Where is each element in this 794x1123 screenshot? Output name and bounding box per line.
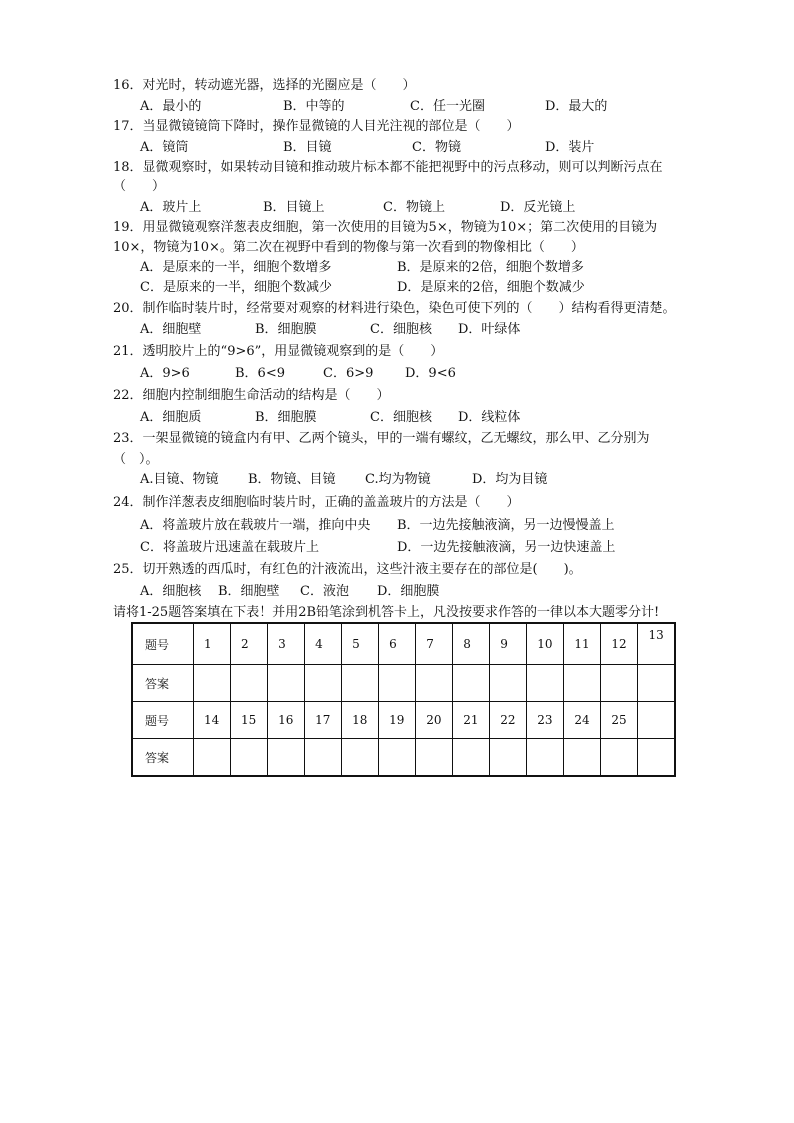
answer-cell[interactable]	[379, 739, 416, 777]
question-number-cell: 23	[527, 702, 564, 739]
answer-cell[interactable]	[305, 739, 342, 777]
answer-cell[interactable]	[416, 665, 453, 702]
answer-cell[interactable]	[194, 739, 231, 777]
option-c: C．任一光圈	[410, 99, 485, 114]
answer-label: 答案	[132, 739, 194, 777]
option-a: A．镜筒	[140, 140, 189, 155]
question-21-stem: 21．透明胶片上的“9>6”，用显微镜观察到的是（ ）	[113, 344, 444, 359]
answer-cell[interactable]	[342, 739, 379, 777]
question-23-stem: 23．一架显微镜的镜盒内有甲、乙两个镜头，甲的一端有螺纹，乙无螺纹，那么甲、乙分别为	[113, 431, 650, 446]
option-c: C．是原来的一半，细胞个数减少	[140, 280, 332, 295]
question-number-cell: 2	[231, 623, 268, 665]
question-number-cell: 14	[194, 702, 231, 739]
question-18-stem: 18．显微观察时，如果转动目镜和推动玻片标本都不能把视野中的污点移动，则可以判断污点在	[113, 160, 663, 175]
option-d: D．最大的	[545, 99, 608, 114]
option-b: B．6<9	[235, 366, 285, 381]
option-c: C．物镜上	[383, 200, 445, 215]
question-24-stem: 24．制作洋葱表皮细胞临时装片时，正确的盖盖玻片的方法是（ ）	[113, 495, 520, 510]
question-20-options	[140, 321, 700, 339]
question-23-stem-cont: （ ）。	[113, 452, 159, 467]
option-d: D．装片	[545, 140, 595, 155]
question-number-cell	[638, 702, 675, 739]
option-c: C.均为物镜	[365, 472, 431, 487]
option-b: B．一边先接触液滴，另一边慢慢盖上	[397, 518, 615, 533]
table-row	[132, 739, 675, 777]
answer-cell[interactable]	[453, 665, 490, 702]
option-b: B．细胞壁	[218, 584, 280, 599]
option-d: D．是原来的2倍，细胞个数减少	[397, 280, 585, 295]
question-number-cell: 4	[305, 623, 342, 665]
option-a: A．将盖玻片放在载玻片一端，推向中央	[140, 518, 371, 533]
answer-cell[interactable]	[601, 665, 638, 702]
question-21-options	[140, 365, 700, 383]
answer-cell[interactable]	[231, 665, 268, 702]
answer-cell[interactable]	[379, 665, 416, 702]
option-a: A．玻片上	[140, 200, 202, 215]
question-number-cell: 25	[601, 702, 638, 739]
option-a: A．9>6	[140, 366, 190, 381]
question-number-cell: 20	[416, 702, 453, 739]
option-a: A．细胞质	[140, 410, 202, 425]
option-c: C．6>9	[323, 366, 374, 381]
answer-cell[interactable]	[601, 739, 638, 777]
question-number-cell: 12	[601, 623, 638, 665]
answer-cell[interactable]	[638, 665, 675, 702]
option-d: D．一边先接触液滴，另一边快速盖上	[397, 540, 616, 555]
option-b: B．细胞膜	[255, 410, 317, 425]
question-22-stem: 22．细胞内控制细胞生命活动的结构是（ ）	[113, 388, 390, 403]
option-d: D．线粒体	[458, 410, 521, 425]
answer-cell[interactable]	[416, 739, 453, 777]
option-b: B．是原来的2倍，细胞个数增多	[397, 260, 584, 275]
answer-cell[interactable]	[564, 739, 601, 777]
question-number-cell: 10	[527, 623, 564, 665]
question-number-cell: 7	[416, 623, 453, 665]
answer-cell[interactable]	[527, 739, 564, 777]
question-24-options-row2	[140, 539, 700, 557]
option-d: D．叶绿体	[458, 322, 521, 337]
option-c: C．细胞核	[370, 410, 432, 425]
option-d: D．细胞膜	[377, 584, 440, 599]
question-number-cell: 22	[490, 702, 527, 739]
option-a: A．是原来的一半，细胞个数增多	[140, 260, 332, 275]
answer-cell[interactable]	[231, 739, 268, 777]
answer-cell[interactable]	[194, 665, 231, 702]
question-number-cell: 19	[379, 702, 416, 739]
answer-cell[interactable]	[638, 739, 675, 777]
question-number-cell: 3	[268, 623, 305, 665]
answer-cell[interactable]	[527, 665, 564, 702]
question-25-stem: 25．切开熟透的西瓜时，有红色的汁液流出，这些汁液主要存在的部位是( )。	[113, 562, 582, 577]
answer-cell[interactable]	[268, 665, 305, 702]
option-a: A．细胞核	[140, 584, 202, 599]
option-b: B．目镜上	[263, 200, 325, 215]
question-number-cell: 15	[231, 702, 268, 739]
question-number-cell: 18	[342, 702, 379, 739]
option-b: B．中等的	[283, 99, 345, 114]
question-22-options	[140, 409, 700, 427]
option-b: B．细胞膜	[255, 322, 317, 337]
question-number-cell: 1	[194, 623, 231, 665]
answer-instruction: 请将1-25题答案填在下表！并用2B铅笔涂到机答卡上，凡没按要求作答的一律以本大题零分计!	[113, 605, 660, 620]
answer-cell[interactable]	[453, 739, 490, 777]
table-row	[132, 702, 675, 739]
question-19-stem: 19．用显微镜观察洋葱表皮细胞，第一次使用的目镜为5×，物镜为10×；第二次使用的目镜为	[113, 220, 658, 235]
question-number-cell: 16	[268, 702, 305, 739]
table-row	[132, 623, 675, 665]
question-18-stem-cont: （ ）	[113, 179, 166, 194]
option-d: D．9<6	[405, 366, 456, 381]
question-23-options	[140, 471, 700, 489]
question-16-stem: 16．对光时，转动遮光器，选择的光圈应是（ ）	[113, 78, 416, 93]
answer-cell[interactable]	[490, 739, 527, 777]
question-19-stem-cont: 10×，物镜为10×。第二次在视野中看到的物像与第一次看到的物像相比（ ）	[113, 240, 584, 255]
answer-cell[interactable]	[490, 665, 527, 702]
option-c: C．将盖玻片迅速盖在载玻片上	[140, 540, 319, 555]
option-c: C．细胞核	[370, 322, 432, 337]
question-number-cell: 11	[564, 623, 601, 665]
question-19-options-row1	[140, 259, 700, 277]
option-a: A．细胞壁	[140, 322, 202, 337]
row-label: 题号	[132, 702, 194, 739]
question-number-cell: 6	[379, 623, 416, 665]
answer-cell[interactable]	[342, 665, 379, 702]
option-b: B．物镜、目镜	[248, 472, 336, 487]
question-17-options	[140, 139, 700, 157]
table-row	[132, 665, 675, 702]
option-c: C．液泡	[300, 584, 349, 599]
question-16-options	[140, 98, 700, 116]
question-number-cell: 9	[490, 623, 527, 665]
option-a: A.目镜、物镜	[140, 472, 219, 487]
question-18-options	[140, 199, 700, 217]
answer-cell[interactable]	[268, 739, 305, 777]
question-number-cell: 13	[638, 623, 675, 665]
question-20-stem: 20．制作临时装片时，经常要对观察的材料进行染色，染色可使下列的（ ）结构看得更清楚。	[113, 301, 676, 316]
option-a: A．最小的	[140, 99, 202, 114]
answer-cell[interactable]	[305, 665, 342, 702]
answer-table	[131, 622, 676, 777]
question-number-cell: 5	[342, 623, 379, 665]
question-19-options-row2	[140, 279, 700, 297]
question-number-cell: 17	[305, 702, 342, 739]
answer-cell[interactable]	[564, 665, 601, 702]
question-24-options-row1	[140, 517, 700, 535]
answer-label: 答案	[132, 665, 194, 702]
question-25-options	[140, 583, 700, 601]
option-b: B．目镜	[283, 140, 332, 155]
question-number-cell: 24	[564, 702, 601, 739]
option-d: D．反光镜上	[500, 200, 576, 215]
row-label: 题号	[132, 623, 194, 665]
question-17-stem: 17．当显微镜镜筒下降时，操作显微镜的人目光注视的部位是（ ）	[113, 119, 520, 134]
question-number-cell: 21	[453, 702, 490, 739]
option-d: D．均为目镜	[472, 472, 548, 487]
option-c: C．物镜	[412, 140, 461, 155]
question-number-cell: 8	[453, 623, 490, 665]
